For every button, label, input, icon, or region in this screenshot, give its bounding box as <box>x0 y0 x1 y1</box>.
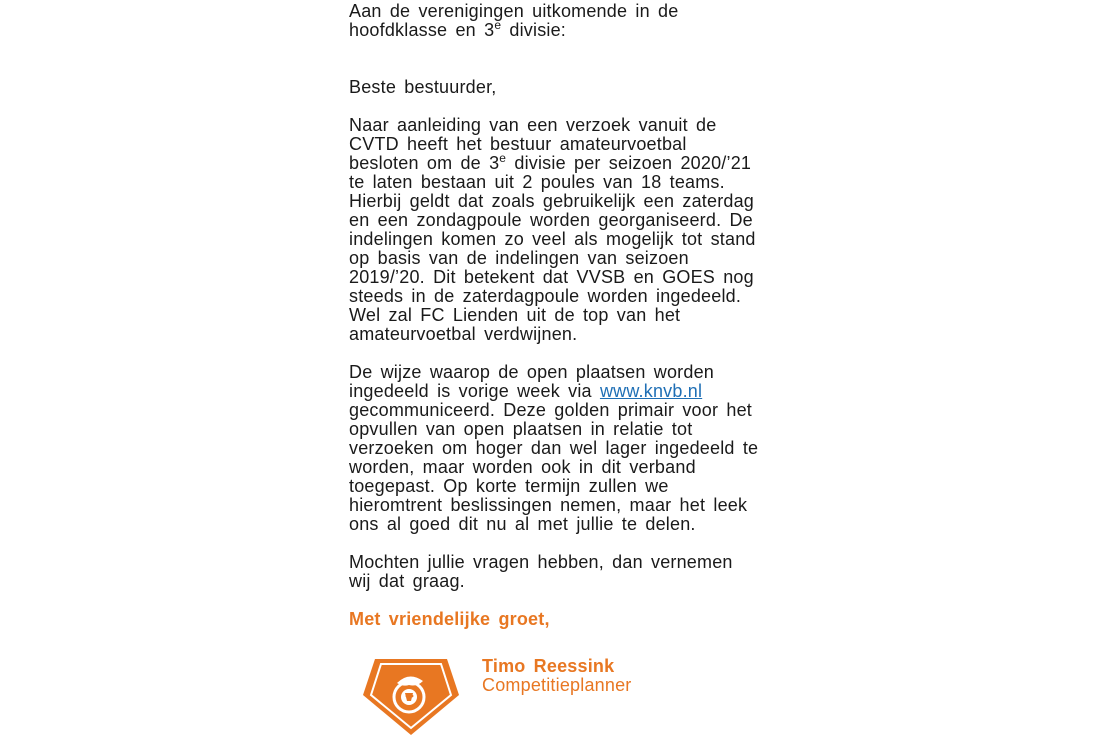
signature-name: Timo Reessink <box>482 656 615 676</box>
body1-text-start: Naar aanleiding van een verzoek vanuit de CVTD heeft het bestuur amateurvoetbal besloten om de 3 <box>349 115 717 173</box>
intro-text: Aan de verenigingen uitkomende in de hoofdklasse en 3 <box>349 1 679 40</box>
intro-line <box>349 2 759 40</box>
knvb-lion-logo-icon <box>361 657 461 737</box>
body2-text-end: gecommuniceerd. Deze golden primair voor het opvullen van open plaatsen in relatie tot verzoeken om hoger dan wel lager ingedeeld te worden, maar worden ook in dit verband toegepast. Op korte termijn zullen we hieromtrent beslissingen nemen, maar het leek ons al goed dit nu al met jullie te delen. <box>349 400 759 534</box>
signature-role: Competitieplanner <box>482 675 632 695</box>
email-body <box>349 2 759 717</box>
body-paragraph-2 <box>349 363 759 534</box>
closing-line: Mochten jullie vragen hebben, dan vernemen wij dat graag. <box>349 552 733 591</box>
body1-text-end: divisie per seizoen 2020/’21 te laten bestaan uit 2 poules van 18 teams. Hierbij geldt dat zoals gebruikelijk een zaterdag en een zondagpoule worden georganiseerd. De indelingen komen zo veel als mogelijk tot stand op basis van de indelingen van seizoen 2019/’20. Dit betekent dat VVSB en GOES nog steeds in de zaterdagpoule worden ingedeeld. Wel zal FC Lienden uit de top van het amateurvoetbal verdwijnen. <box>349 153 756 344</box>
greeting: Beste bestuurder, <box>349 77 497 97</box>
body-paragraph-1 <box>349 116 759 344</box>
intro-superscript: e <box>494 18 502 32</box>
intro-text-end: divisie: <box>501 20 567 40</box>
knvb-link[interactable]: www.knvb.nl <box>599 381 703 401</box>
knvb-lion-logo-icon <box>361 657 461 717</box>
body1-superscript: e <box>499 151 507 165</box>
regards: Met vriendelijke groet, <box>349 609 550 629</box>
body2-text-start: De wijze waarop de open plaatsen worden ingedeeld is vorige week via <box>349 362 715 401</box>
signature-block <box>349 657 759 717</box>
